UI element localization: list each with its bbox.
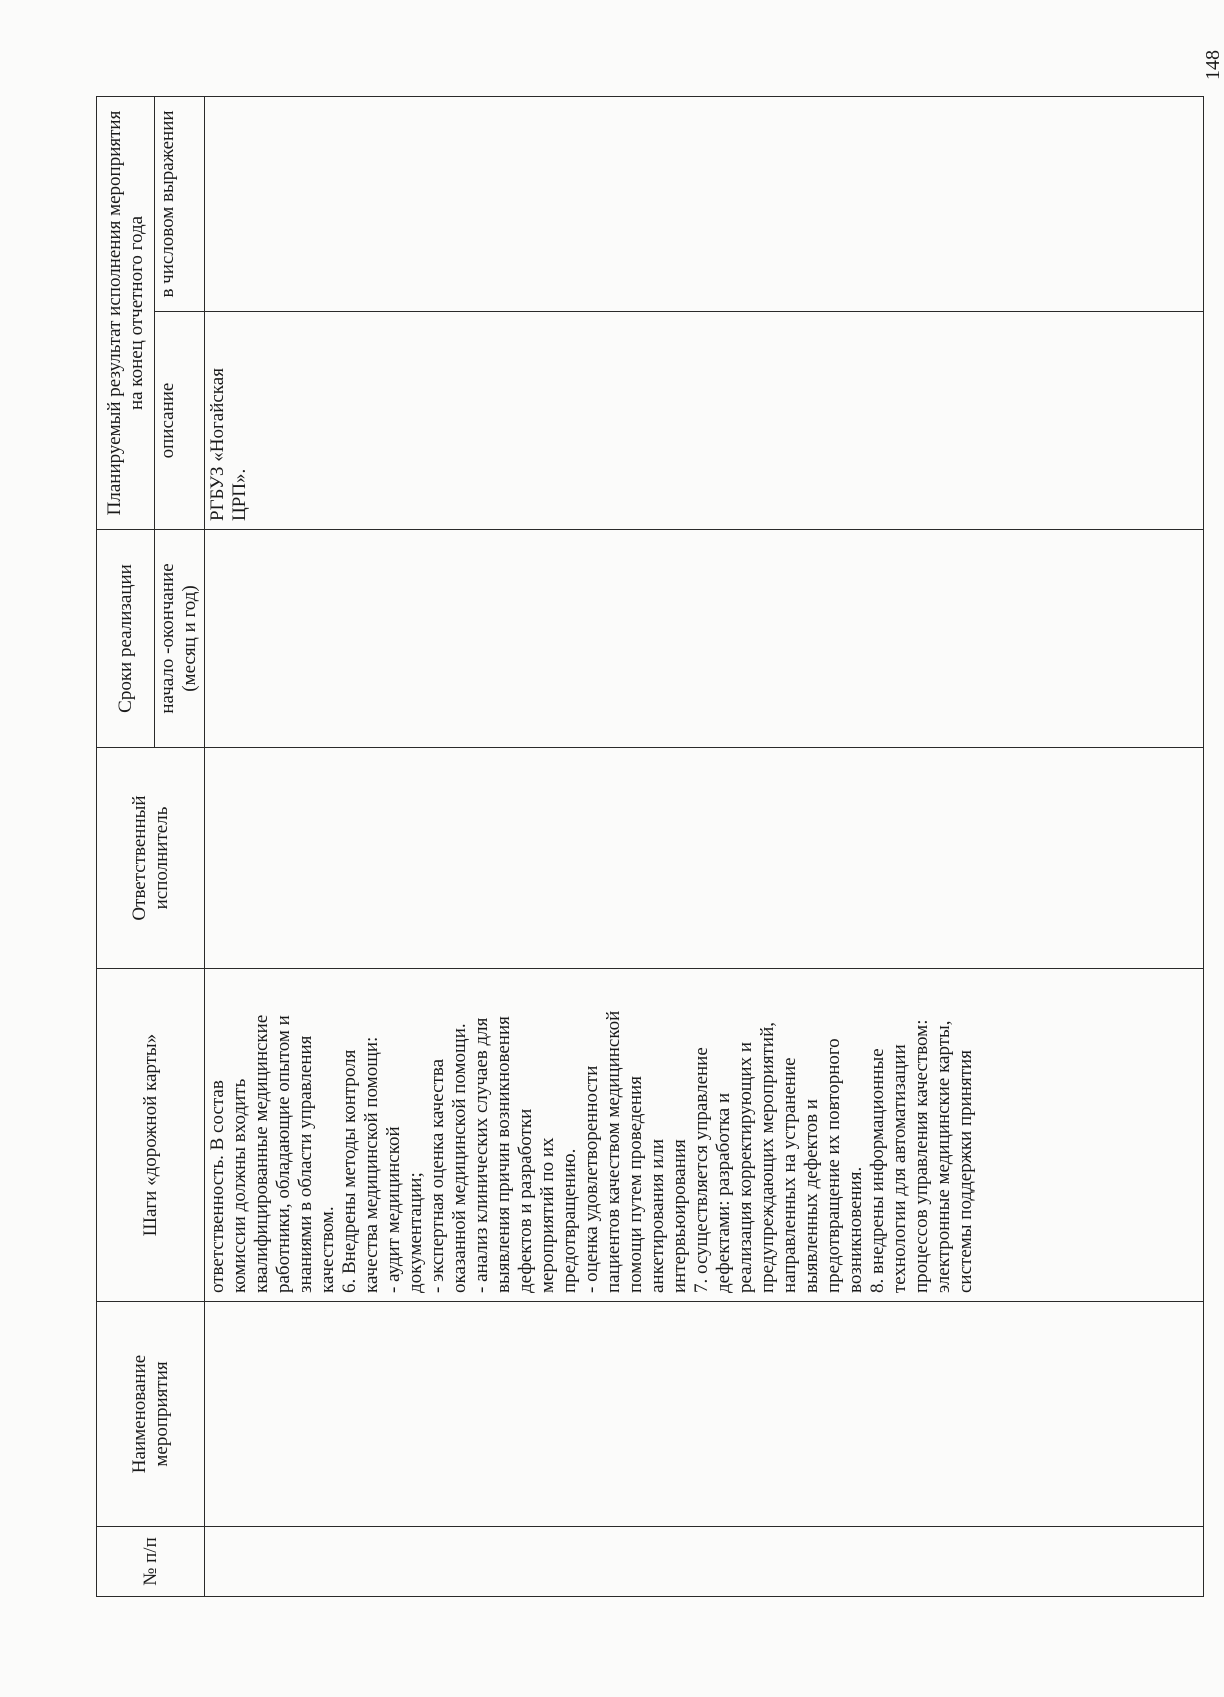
steps-line: знаниями в области управления <box>295 1035 316 1293</box>
roadmap-sheet <box>96 97 1204 1597</box>
cell-executor <box>205 748 1204 969</box>
steps-line: - оценка удовлетворенности <box>581 1065 602 1293</box>
steps-line: выявления причин возникновения <box>493 1016 514 1293</box>
steps-line: 8. внедрены информационные <box>867 1048 888 1293</box>
steps-line: помощи путем проведения <box>625 1076 646 1293</box>
header-result-num: в числовом выражении <box>155 96 205 311</box>
page-number: 148 <box>1202 50 1224 80</box>
roadmap-table <box>96 96 1204 1597</box>
header-name: Наименование мероприятия <box>97 1302 205 1527</box>
steps-line: предотвращение их повторного <box>823 1038 844 1293</box>
steps-line: технологии для автоматизации <box>889 1044 910 1293</box>
steps-line: оказанной медицинской помощи. <box>449 1023 470 1293</box>
cell-result-desc: РГБУЗ «Ногайская ЦРП». <box>205 312 1204 530</box>
steps-line: процессов управления качеством: <box>911 1019 932 1293</box>
steps-line: анкетирования или <box>647 1138 668 1293</box>
header-num: № п/п <box>97 1527 205 1597</box>
header-terms: Сроки реализации <box>97 530 155 748</box>
steps-line: направленных на устранение <box>779 1057 800 1293</box>
steps-line: 7. осуществляется управление <box>691 1047 712 1293</box>
steps-line: работники, обладающие опытом и <box>273 1015 294 1293</box>
steps-line: предотвращению. <box>559 1148 580 1293</box>
steps-line: ответственность. В состав <box>207 1080 228 1293</box>
steps-line: качеством. <box>317 1206 338 1293</box>
steps-line: качества медицинской помощи: <box>361 1036 382 1293</box>
header-terms-sub: начало -окончание (месяц и год) <box>155 530 205 748</box>
header-executor: Ответственный исполнитель <box>97 748 205 969</box>
steps-line: интервьюирования <box>669 1139 690 1293</box>
header-result-desc: описание <box>155 312 205 530</box>
steps-line: возникновения. <box>845 1166 866 1293</box>
steps-line: выявленных дефектов и <box>801 1099 822 1293</box>
steps-line: дефектов и разработки <box>515 1108 536 1293</box>
steps-line: реализация корректирующих и <box>735 1042 756 1293</box>
cell-terms <box>205 530 1204 748</box>
cell-steps <box>205 969 1204 1302</box>
steps-line: системы поддержки принятия <box>955 1050 976 1293</box>
steps-line: - экспертная оценка качества <box>427 1058 448 1293</box>
header-result: Планируемый результат исполнения мероприятия на конец отчетного года <box>97 96 155 529</box>
cell-result-num <box>205 96 1204 311</box>
header-steps: Шаги «дорожной карты» <box>97 969 205 1302</box>
steps-line: квалифицированные медицинские <box>251 1014 272 1293</box>
cell-name <box>205 1302 1204 1527</box>
steps-text <box>207 977 977 1293</box>
steps-line: комиссии должны входить <box>229 1078 250 1293</box>
steps-line: пациентов качеством медицинской <box>603 1010 624 1293</box>
steps-line: электронные медицинские карты, <box>933 1020 954 1293</box>
steps-line: - аудит медицинской <box>383 1126 404 1293</box>
steps-line: предупреждающих мероприятий, <box>757 1021 778 1293</box>
steps-line: дефектами: разработка и <box>713 1092 734 1293</box>
steps-line: мероприятий по их <box>537 1137 558 1293</box>
steps-line: 6. Внедрены методы контроля <box>339 1049 360 1293</box>
steps-line: документации; <box>405 1172 426 1293</box>
cell-num <box>205 1527 1204 1597</box>
steps-line: - анализ клинических случаев для <box>471 1017 492 1293</box>
